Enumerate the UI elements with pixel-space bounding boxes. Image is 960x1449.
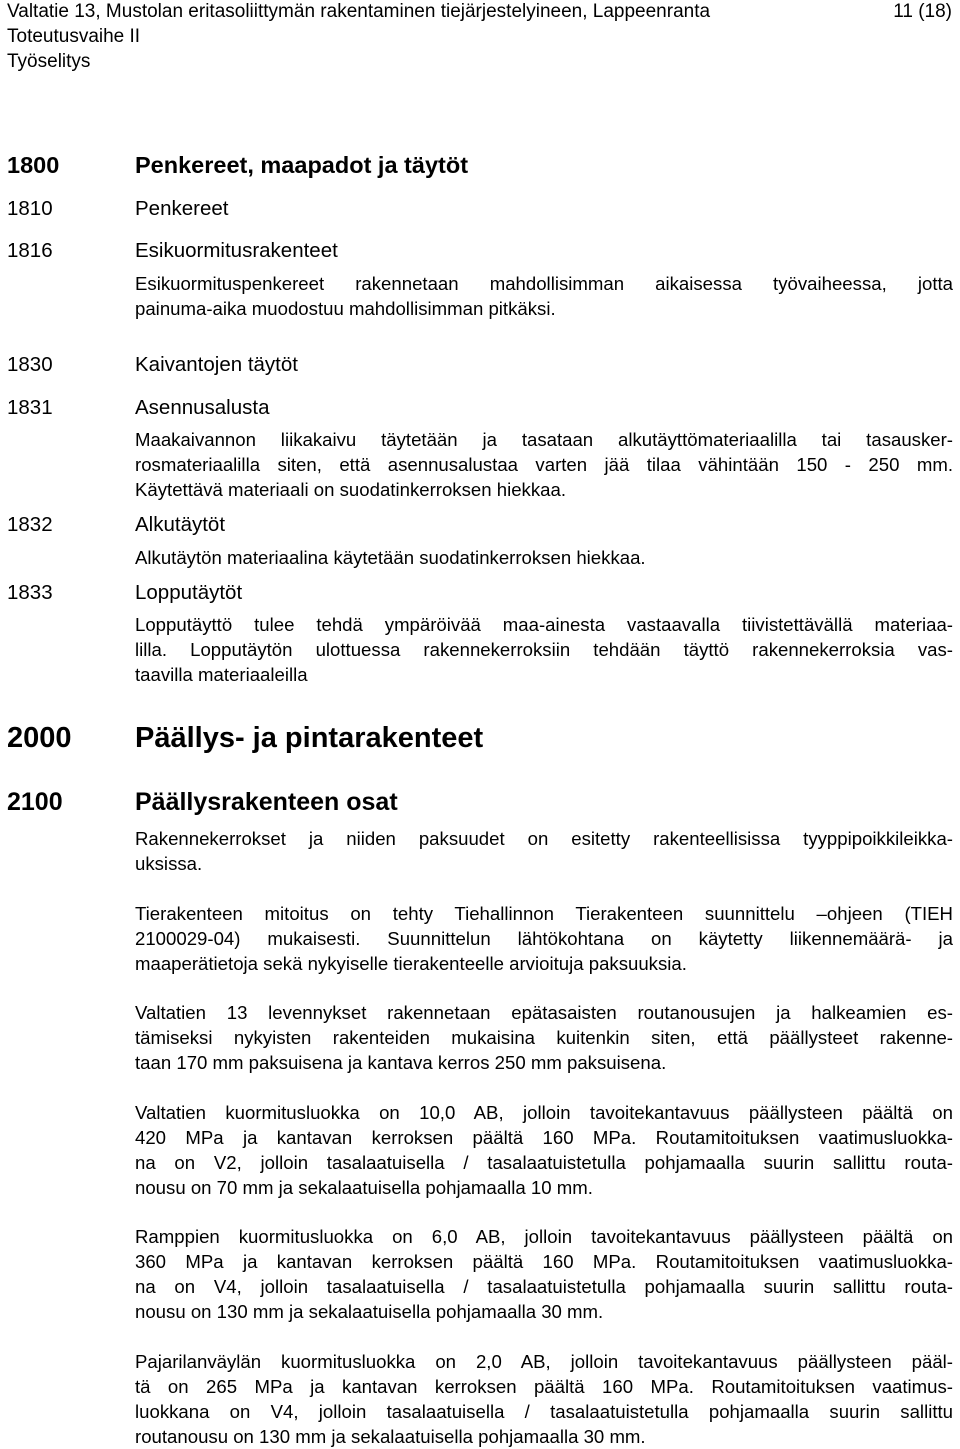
section-heading [7,722,484,755]
section-title: Lopputäytöt [135,581,243,604]
paragraph [135,427,953,502]
paragraph [135,901,953,976]
section-code: 1816 [7,239,53,262]
text-line: Alkutäytön materiaalina käytetään suodatinkerroksen hiekkaa. [135,547,646,568]
text-line: na on V2, jolloin tasalaatuisella / tasalaatuistetulla pohjamaalla suurin sallittu routa- [135,1152,953,1173]
text-line: Pajarilanväylän kuormitusluokka on 2,0 AB, jolloin tavoitekantavuus päällysteen pääl- [135,1351,953,1372]
header-title: Valtatie 13, Mustolan eritasoliittymän rakentaminen tiejärjestelyineen, Lappeenranta [7,1,711,22]
section-heading [7,152,469,179]
text-line: 2100029-04) mukaisesti. Suunnittelun lähtökohtana on käytetty liikennemäärä- ja [135,928,953,949]
section-code: 2000 [7,722,72,754]
section-code: 1831 [7,396,53,419]
header-phase: Toteutusvaihe II [7,26,141,47]
text-line: maaperätietoja sekä nykyiselle tierakenteelle arvioituja paksuuksia. [135,953,687,974]
section-title: Kaivantojen täytöt [135,353,298,376]
text-line: uksissa. [135,853,203,874]
section-title: Asennusalusta [135,396,270,419]
header-doc-type: Työselitys [7,51,91,72]
text-line: Tierakenteen mitoitus on tehty Tiehallinnon Tierakenteen suunnittelu –ohjeen (TIEH [135,903,953,924]
section-heading [7,239,338,263]
section-title: Penkereet, maapadot ja täytöt [135,152,469,178]
text-line: taan 170 mm paksuisena ja kantava kerros 250 mm paksuisena. [135,1052,667,1073]
section-title: Alkutäytöt [135,513,226,536]
paragraph [135,1000,953,1075]
text-line: Käytettävä materiaali on suodatinkerroksen hiekkaa. [135,479,566,500]
section-title: Esikuormitusrakenteet [135,239,338,262]
section-heading [7,197,229,221]
text-line: Lopputäyttö tulee tehdä ympäröivää maa-ainesta vastaavalla tiivistettävällä materiaa- [135,614,953,635]
paragraph [135,545,953,570]
text-line: tämiseksi nykyisten rakenteiden mukaisina kuitenkin siten, että päällysteet rakenne- [135,1027,953,1048]
text-line: Maakaivannon liikakaivu täytetään ja tasataan alkutäyttömateriaalilla tai tasausker- [135,429,953,450]
text-line: nousu on 130 mm ja sekalaatuisella pohjamaalla 30 mm. [135,1301,604,1322]
text-line: na on V4, jolloin tasalaatuisella / tasalaatuistetulla pohjamaalla suurin sallittu routa- [135,1276,953,1297]
section-code: 1810 [7,197,53,220]
text-line: tä on 265 MPa ja kantavan kerroksen päältä 160 MPa. Routamitoituksen vaatimus- [135,1376,953,1397]
section-title: Päällysrakenteen osat [135,788,398,816]
text-line: Rakennekerrokset ja niiden paksuudet on esitetty rakenteellisissa tyyppipoikkileikka- [135,828,953,849]
section-code: 1800 [7,152,60,178]
text-line: lilla. Lopputäytön ulottuessa rakennekerroksiin tehdään täyttö rakennekerroksia vas- [135,639,953,660]
paragraph [135,1224,953,1324]
section-heading [7,513,226,537]
section-heading [7,581,243,605]
text-line: 360 MPa ja kantavan kerroksen päältä 160 MPa. Routamitoituksen vaatimusluokka- [135,1251,953,1272]
text-line: Esikuormituspenkereet rakennetaan mahdollisimman aikaisessa työvaiheessa, jotta [135,273,953,294]
section-title: Penkereet [135,197,229,220]
text-line: routanousu on 130 mm ja sekalaatuisella pohjamaalla 30 mm. [135,1426,646,1447]
section-code: 1832 [7,513,53,536]
paragraph [135,1100,953,1200]
text-line: Valtatien kuormitusluokka on 10,0 AB, jolloin tavoitekantavuus päällysteen päältä on [135,1102,953,1123]
text-line: 420 MPa ja kantavan kerroksen päältä 160 MPa. Routamitoituksen vaatimusluokka- [135,1127,953,1148]
section-heading [7,788,398,817]
paragraph [135,612,953,687]
section-code: 2100 [7,788,63,816]
section-heading [7,353,298,377]
paragraph [135,1349,953,1449]
paragraph [135,271,953,321]
text-line: Valtatien 13 levennykset rakennetaan epätasaisten routanousujen ja halkeamien es- [135,1002,953,1023]
section-title: Päällys- ja pintarakenteet [135,722,484,754]
page-number: 11 (18) [893,1,952,22]
section-heading [7,396,270,420]
text-line: Ramppien kuormitusluokka on 6,0 AB, jolloin tavoitekantavuus päällysteen päältä on [135,1226,953,1247]
text-line: rosmateriaalilla siten, että asennusalustaa varten jää tilaa vähintään 150 - 250 mm. [135,454,953,475]
section-code: 1830 [7,353,53,376]
text-line: painuma-aika muodostuu mahdollisimman pitkäksi. [135,298,556,319]
text-line: nousu on 70 mm ja sekalaatuisella pohjamaalla 10 mm. [135,1177,593,1198]
section-code: 1833 [7,581,53,604]
text-line: luokkana on V4, jolloin tasalaatuisella / tasalaatuistetulla pohjamaalla suurin sallittu [135,1401,953,1422]
text-line: taavilla materiaaleilla [135,664,308,685]
paragraph [135,826,953,876]
